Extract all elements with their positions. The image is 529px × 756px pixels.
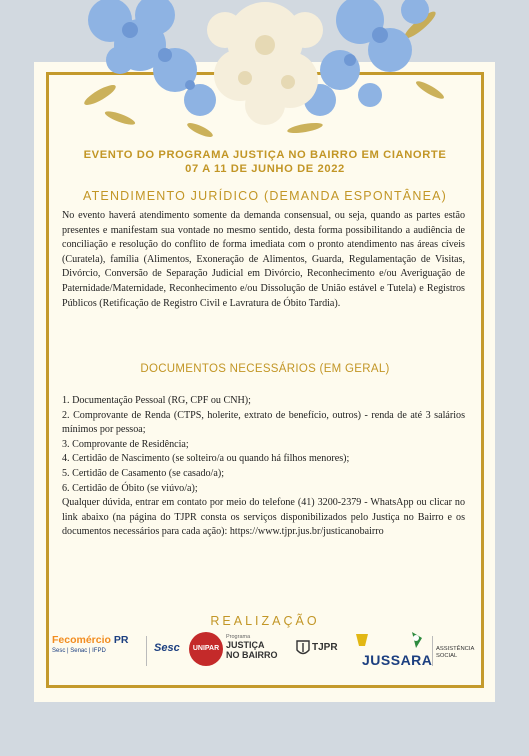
tjpr-emblem-icon: [296, 640, 310, 658]
document-item: 2. Comprovante de Renda (CTPS, holerite, extrato de benefício, outros) - renda de até 3 salários mínimos por pessoa;: [62, 409, 465, 436]
unipar-logo: UNIPAR: [189, 632, 223, 666]
assistencia-social-logo: [436, 646, 474, 660]
sesc-logo: Sesc: [154, 642, 180, 654]
fecomercio-logo: [52, 634, 140, 654]
fecomercio-sub: Sesc | Senac | IFPD: [52, 648, 106, 654]
jnb-line1: JUSTIÇA: [226, 640, 265, 650]
jnb-prefix: Programa: [226, 634, 251, 640]
contact-info: Qualquer dúvida, entrar em contato por meio do telefone (41) 3200-2379 - WhatsApp ou clicar no link abaixo (na página do TJPR consta os serviços disponibilizados pelo Justiça no Bairro e os documentos necessários para cada ação): https://www.tjpr.jus.br/justicanobairro: [62, 497, 465, 538]
event-dates: 07 A 11 DE JUNHO DE 2022: [185, 163, 345, 175]
section-title-documentos: DOCUMENTOS NECESSÁRIOS (EM GERAL): [140, 363, 390, 375]
justica-no-bairro-logo: [226, 634, 294, 660]
document-item: 1. Documentação Pessoal (RG, CPF ou CNH);: [62, 395, 251, 406]
jussara-logo: [350, 630, 432, 677]
jussara-name: JUSSARA: [362, 652, 433, 668]
atendimento-description: No evento haverá atendimento somente da demanda consensual, ou seja, quando as partes estão presentes e manifestam sua vontade no mesmo sentido, desta forma possibilitando a audiência de conciliação e resolução do conflito de forma imediata com o pronto atendimento nas áreas cíveis (Curatela), família (Alimentos, Exoneração de Alimentos, Guarda, Regulamentação de Visitas, Divórcio, Conversão de Separação Judicial em Divórcio, Reconhecimento e/ou Averiguação de Paternidade/Maternidade, Reconhecimento e/ou Dissolução de União estável e Tutela) e Registros Públicos (Retificação de Registro Civil e Lavratura de Óbito Tardia).: [62, 210, 465, 309]
document-item: 4. Certidão de Nascimento (se solteiro/a ou quando há filhos menores);: [62, 453, 350, 465]
logo-divider: [146, 636, 147, 666]
realizacao-label: REALIZAÇÃO: [210, 614, 320, 628]
fecomercio-state: PR: [110, 634, 129, 646]
document-item: 5. Certidão de Casamento (se casado/a);: [62, 467, 225, 479]
document-item: 6. Certidão de Óbito (se viúvo/a);: [62, 482, 198, 494]
assistencia-line1: ASSISTÊNCIA: [436, 646, 475, 652]
assistencia-line2: SOCIAL: [436, 653, 458, 659]
fecomercio-name: Fecomércio: [52, 634, 111, 646]
jnb-line2: NO BAIRRO: [226, 650, 278, 660]
documents-list: [62, 394, 465, 540]
event-title-line1: EVENTO DO PROGRAMA JUSTIÇA NO BAIRRO EM CIANORTE: [83, 149, 447, 161]
tjpr-logo: TJPR: [312, 642, 338, 653]
section-title-atendimento: ATENDIMENTO JURÍDICO (DEMANDA ESPONTÂNEA): [82, 189, 448, 203]
floral-decoration: [60, 0, 470, 150]
event-title: [50, 148, 480, 176]
document-item: 3. Comprovante de Residência;: [62, 438, 189, 450]
logo-divider: [432, 636, 433, 666]
sponsor-logos: [50, 628, 480, 674]
